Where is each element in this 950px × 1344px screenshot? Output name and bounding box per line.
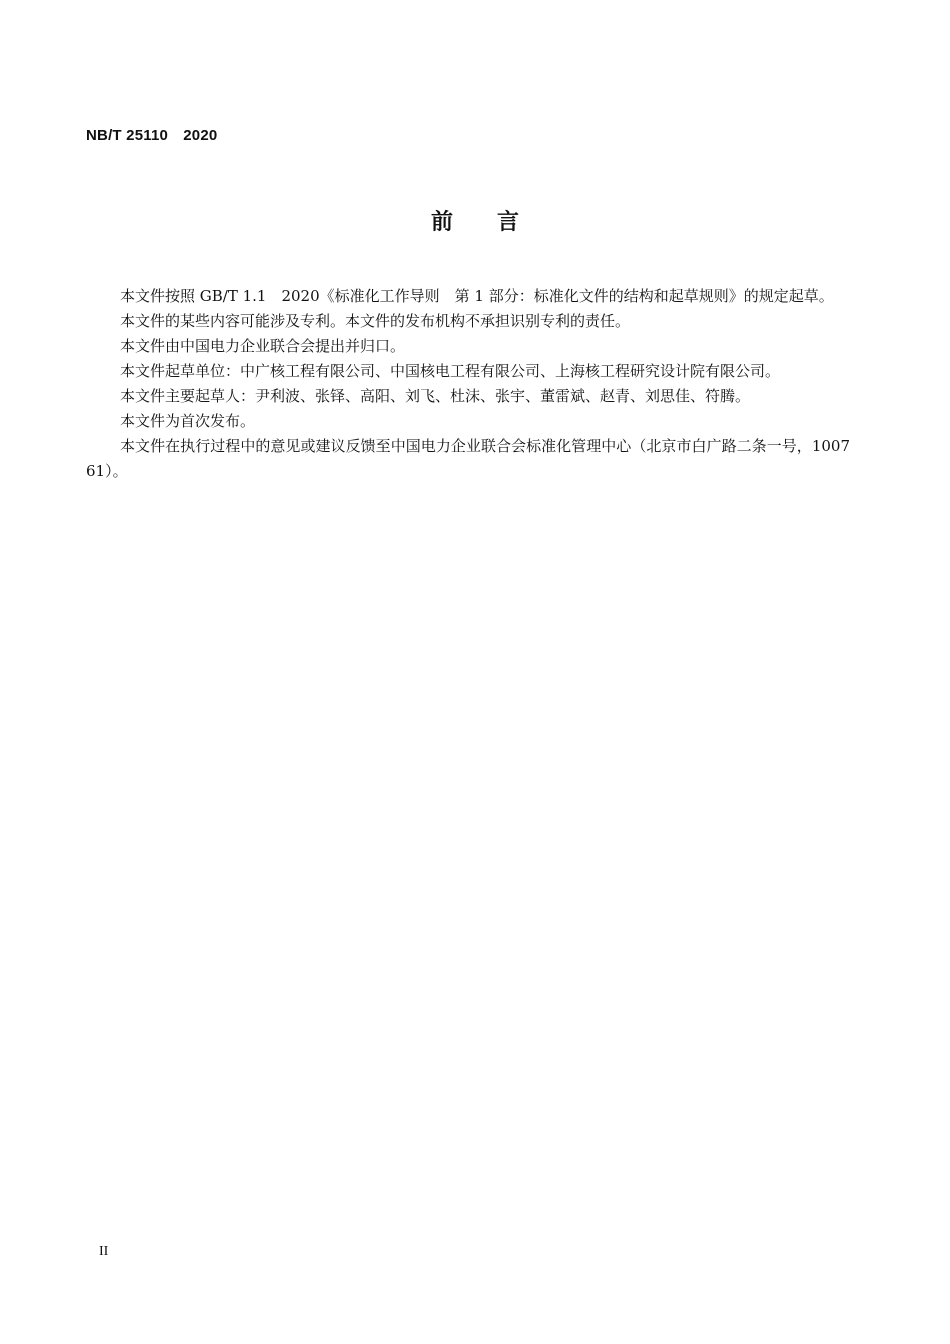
paragraph-proposer: 本文件由中国电力企业联合会提出并归口。 (120, 337, 406, 355)
paragraph-first-release: 本文件为首次发布。 (120, 412, 256, 430)
document-code: NB/T 25110 2020 (86, 127, 218, 144)
paragraph-drafting-rules: 本文件按照 GB/T 1.1 2020《标准化工作导则 第 1 部分：标准化文件的结构和起草规则》的规定起草。 (120, 287, 834, 305)
paragraph-drafters: 本文件主要起草人：尹利波、张铎、高阳、刘飞、杜沫、张宇、董雷斌、赵青、刘思佳、符腾。 (120, 387, 751, 405)
foreword-body (86, 284, 850, 484)
section-title: 前 言 (430, 210, 519, 235)
paragraph-drafting-units: 本文件起草单位：中广核工程有限公司、中国核电工程有限公司、上海核工程研究设计院有限公司。 (120, 362, 781, 380)
page-number: II (99, 1244, 109, 1259)
paragraph-feedback: 本文件在执行过程中的意见或建议反馈至中国电力企业联合会标准化管理中心（北京市白广路二条一号，100761）。 (86, 437, 850, 480)
paragraph-patent-notice: 本文件的某些内容可能涉及专利。本文件的发布机构不承担识别专利的责任。 (120, 312, 631, 330)
